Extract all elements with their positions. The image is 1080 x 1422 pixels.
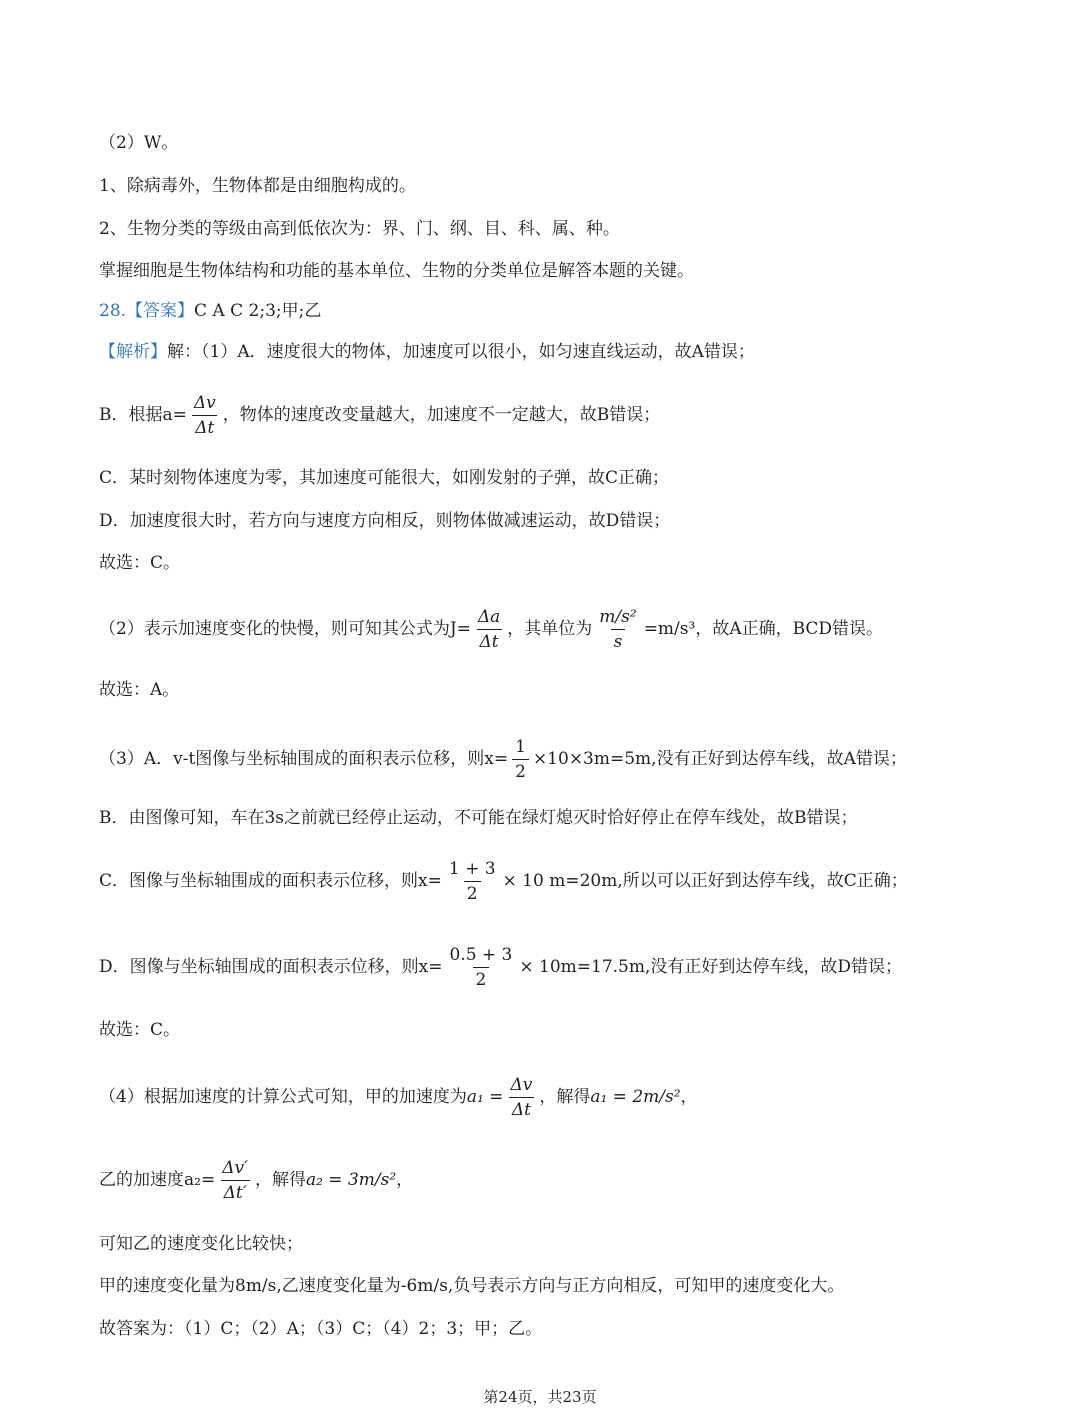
- fraction-numerator: Δv′: [222, 1158, 248, 1178]
- text-span: ，: [680, 1087, 698, 1107]
- formula-line: [99, 944, 902, 990]
- fraction-numerator: 1: [515, 737, 526, 757]
- text-span: ，其单位为: [507, 619, 593, 639]
- fraction: [191, 393, 219, 438]
- analysis-label: 【解析】: [99, 342, 167, 362]
- text-span: ，解得: [539, 1087, 591, 1107]
- text-line: 甲的速度变化量为8m/s,乙速度变化量为-6m/s,负号表示方向与正方向相反，可知甲的速度变化大。: [99, 1276, 845, 1296]
- fraction-numerator: 0.5 + 3: [449, 945, 513, 965]
- fraction-numerator: Δv: [510, 1075, 533, 1095]
- text-span: （3）A．v-t图像与坐标轴围成的面积表示位移，则x=: [99, 749, 509, 769]
- text-line: （2）W。: [99, 133, 179, 153]
- answer-text: C A C 2;3;甲;乙: [194, 301, 322, 321]
- text-line: 可知乙的速度变化比较快；: [99, 1234, 303, 1254]
- fraction: [446, 945, 515, 990]
- fraction: [507, 1075, 535, 1120]
- math-span: a₁ = 2m/s²: [590, 1087, 681, 1107]
- fraction-denominator: 2: [464, 881, 481, 904]
- formula-line: [99, 1074, 698, 1120]
- text-span: C．图像与坐标轴围成的面积表示位移，则x=: [99, 871, 442, 891]
- fraction: [512, 737, 529, 782]
- math-span: a₂ = 3m/s²: [305, 1170, 397, 1190]
- math-span: a₁ =: [466, 1087, 504, 1107]
- page-footer: 第24页，共23页: [483, 1388, 597, 1406]
- answer-label: 28.【答案】: [99, 301, 195, 321]
- text-span: ，物体的速度改变量越大，加速度不一定越大，故B错误；: [222, 405, 661, 425]
- fraction-denominator: 2: [512, 759, 529, 782]
- text-span: D．图像与坐标轴围成的面积表示位移，则x=: [99, 957, 443, 977]
- text-line: B．由图像可知，车在3s之前就已经停止运动，不可能在绿灯熄灭时恰好停止在停车线处，故B错误；: [99, 808, 858, 828]
- formula-line: [99, 606, 883, 652]
- fraction-denominator: Δt: [477, 629, 502, 652]
- fraction: [219, 1158, 251, 1203]
- formula-line: [99, 736, 907, 782]
- fraction-numerator: Δa: [477, 607, 501, 627]
- text-line: D．加速度很大时，若方向与速度方向相反，则物体做减速运动，故D错误；: [99, 511, 671, 531]
- text-span: 乙的加速度a₂=: [99, 1170, 216, 1190]
- text-span: B．根据a=: [99, 405, 187, 425]
- fraction-denominator: Δt: [192, 415, 217, 438]
- text-line: 故选：C。: [99, 553, 181, 573]
- formula-line: [99, 858, 908, 904]
- text-line: 故选：C。: [99, 1020, 181, 1040]
- text-line: 1、除病毒外，生物体都是由细胞构成的。: [99, 176, 416, 196]
- fraction-numerator: 1 + 3: [448, 859, 496, 879]
- formula-line: [99, 392, 660, 438]
- text-line: 故选：A。: [99, 680, 180, 700]
- text-span: ×10×3m=5m,没有正好到达停车线，故A错误；: [532, 749, 907, 769]
- fraction-denominator: s: [611, 629, 626, 652]
- text-span: ，: [396, 1170, 414, 1190]
- analysis-text: 解：（1）A．速度很大的物体，加速度可以很小，如匀速直线运动，故A错误；: [167, 342, 755, 362]
- analysis-line: [99, 340, 755, 364]
- text-line: 掌握细胞是生物体结构和功能的基本单位、生物的分类单位是解答本题的关键。: [99, 261, 694, 281]
- text-line: C．某时刻物体速度为零，其加速度可能很大，如刚发射的子弹，故C正确；: [99, 468, 670, 488]
- fraction-denominator: Δt′: [221, 1180, 250, 1203]
- text-span: （2）表示加速度变化的快慢，则可知其公式为J=: [99, 619, 471, 639]
- fraction-denominator: 2: [473, 967, 490, 990]
- text-span: ，解得: [254, 1170, 306, 1190]
- text-span: × 10 m=20m,所以可以正好到达停车线，故C正确；: [502, 871, 908, 891]
- text-line: 2、生物分类的等级由高到低依次为：界、门、纲、目、科、属、种。: [99, 219, 620, 239]
- fraction: [475, 607, 503, 652]
- formula-line: [99, 1157, 413, 1203]
- fraction-numerator: Δv: [193, 393, 216, 413]
- fraction-numerator: m/s²: [599, 607, 637, 627]
- fraction-denominator: Δt: [509, 1097, 534, 1120]
- text-line: 故答案为：（1）C；（2）A；（3）C；（4）2；3；甲；乙。: [99, 1319, 543, 1339]
- fraction: [446, 859, 499, 904]
- text-span: （4）根据加速度的计算公式可知，甲的加速度为: [99, 1087, 467, 1107]
- q28-answer-line: [99, 299, 321, 323]
- fraction: [596, 607, 639, 652]
- text-span: × 10m=17.5m,没有正好到达停车线，故D错误；: [519, 957, 903, 977]
- text-span: =m/s³，故A正确，BCD错误。: [643, 619, 884, 639]
